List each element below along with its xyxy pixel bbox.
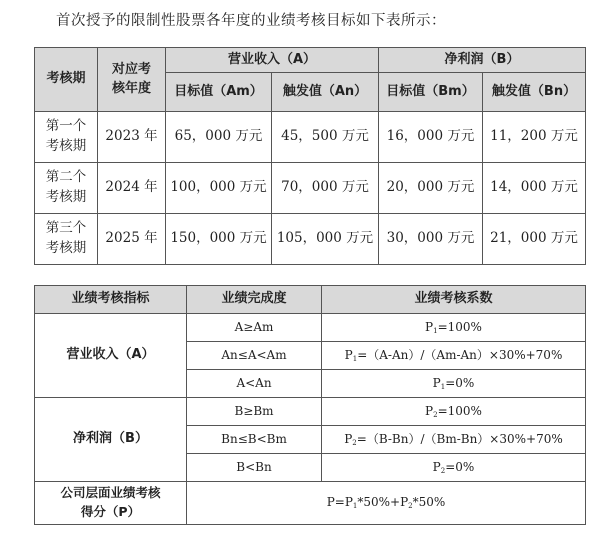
completion-cell: B<Bn — [187, 454, 322, 482]
period-cell: 第一个 考核期 — [35, 112, 98, 163]
bm-cell: 20，000 万元 — [379, 163, 483, 214]
coefficient-cell: P2=（B-Bn）/（Bm-Bn）×30%+70% — [322, 426, 586, 454]
header-target-am: 目标值（Am） — [166, 73, 272, 112]
table-row — [35, 163, 586, 214]
performance-target-table — [34, 47, 586, 265]
period-cell: 第二个 考核期 — [35, 163, 98, 214]
completion-cell: Bn≤B<Bm — [187, 426, 322, 454]
an-cell: 70，000 万元 — [272, 163, 379, 214]
header-revenue: 营业收入（A） — [166, 48, 379, 73]
bn-cell: 14，000 万元 — [483, 163, 586, 214]
company-score-formula: P=P1*50%+P2*50% — [187, 482, 586, 525]
completion-cell: A≥Am — [187, 314, 322, 342]
bn-cell: 11，200 万元 — [483, 112, 586, 163]
header-index: 业绩考核指标 — [35, 286, 187, 314]
table-row — [35, 214, 586, 265]
performance-coefficient-table — [34, 285, 586, 525]
year-cell: 2024 年 — [98, 163, 166, 214]
an-cell: 45，500 万元 — [272, 112, 379, 163]
bm-cell: 30，000 万元 — [379, 214, 483, 265]
completion-cell: An≤A<Am — [187, 342, 322, 370]
header-year: 对应考 核年度 — [98, 48, 166, 112]
completion-cell: A<An — [187, 370, 322, 398]
coefficient-cell: P2=100% — [322, 398, 586, 426]
header-completion: 业绩完成度 — [187, 286, 322, 314]
completion-cell: B≥Bm — [187, 398, 322, 426]
revenue-index-label: 营业收入（A） — [35, 314, 187, 398]
coefficient-cell: P2=0% — [322, 454, 586, 482]
header-profit: 净利润（B） — [379, 48, 586, 73]
profit-index-label: 净利润（B） — [35, 398, 187, 482]
intro-text: 首次授予的限制性股票各年度的业绩考核目标如下表所示： — [56, 13, 446, 29]
table-row — [35, 482, 586, 525]
header-target-bm: 目标值（Bm） — [379, 73, 483, 112]
table-row — [35, 398, 586, 426]
bm-cell: 16，000 万元 — [379, 112, 483, 163]
an-cell: 105，000 万元 — [272, 214, 379, 265]
company-score-label: 公司层面业绩考核 得分（P） — [35, 482, 187, 525]
am-cell: 65，000 万元 — [166, 112, 272, 163]
year-cell: 2023 年 — [98, 112, 166, 163]
period-cell: 第三个 考核期 — [35, 214, 98, 265]
bn-cell: 21，000 万元 — [483, 214, 586, 265]
header-trigger-an: 触发值（An） — [272, 73, 379, 112]
table-row — [35, 314, 586, 342]
header-trigger-bn: 触发值（Bn） — [483, 73, 586, 112]
am-cell: 100，000 万元 — [166, 163, 272, 214]
table-row — [35, 112, 586, 163]
coefficient-cell: P1=0% — [322, 370, 586, 398]
year-cell: 2025 年 — [98, 214, 166, 265]
coefficient-cell: P1=100% — [322, 314, 586, 342]
header-period: 考核期 — [35, 48, 98, 112]
coefficient-cell: P1=（A-An）/（Am-An）×30%+70% — [322, 342, 586, 370]
header-coefficient: 业绩考核系数 — [322, 286, 586, 314]
am-cell: 150，000 万元 — [166, 214, 272, 265]
